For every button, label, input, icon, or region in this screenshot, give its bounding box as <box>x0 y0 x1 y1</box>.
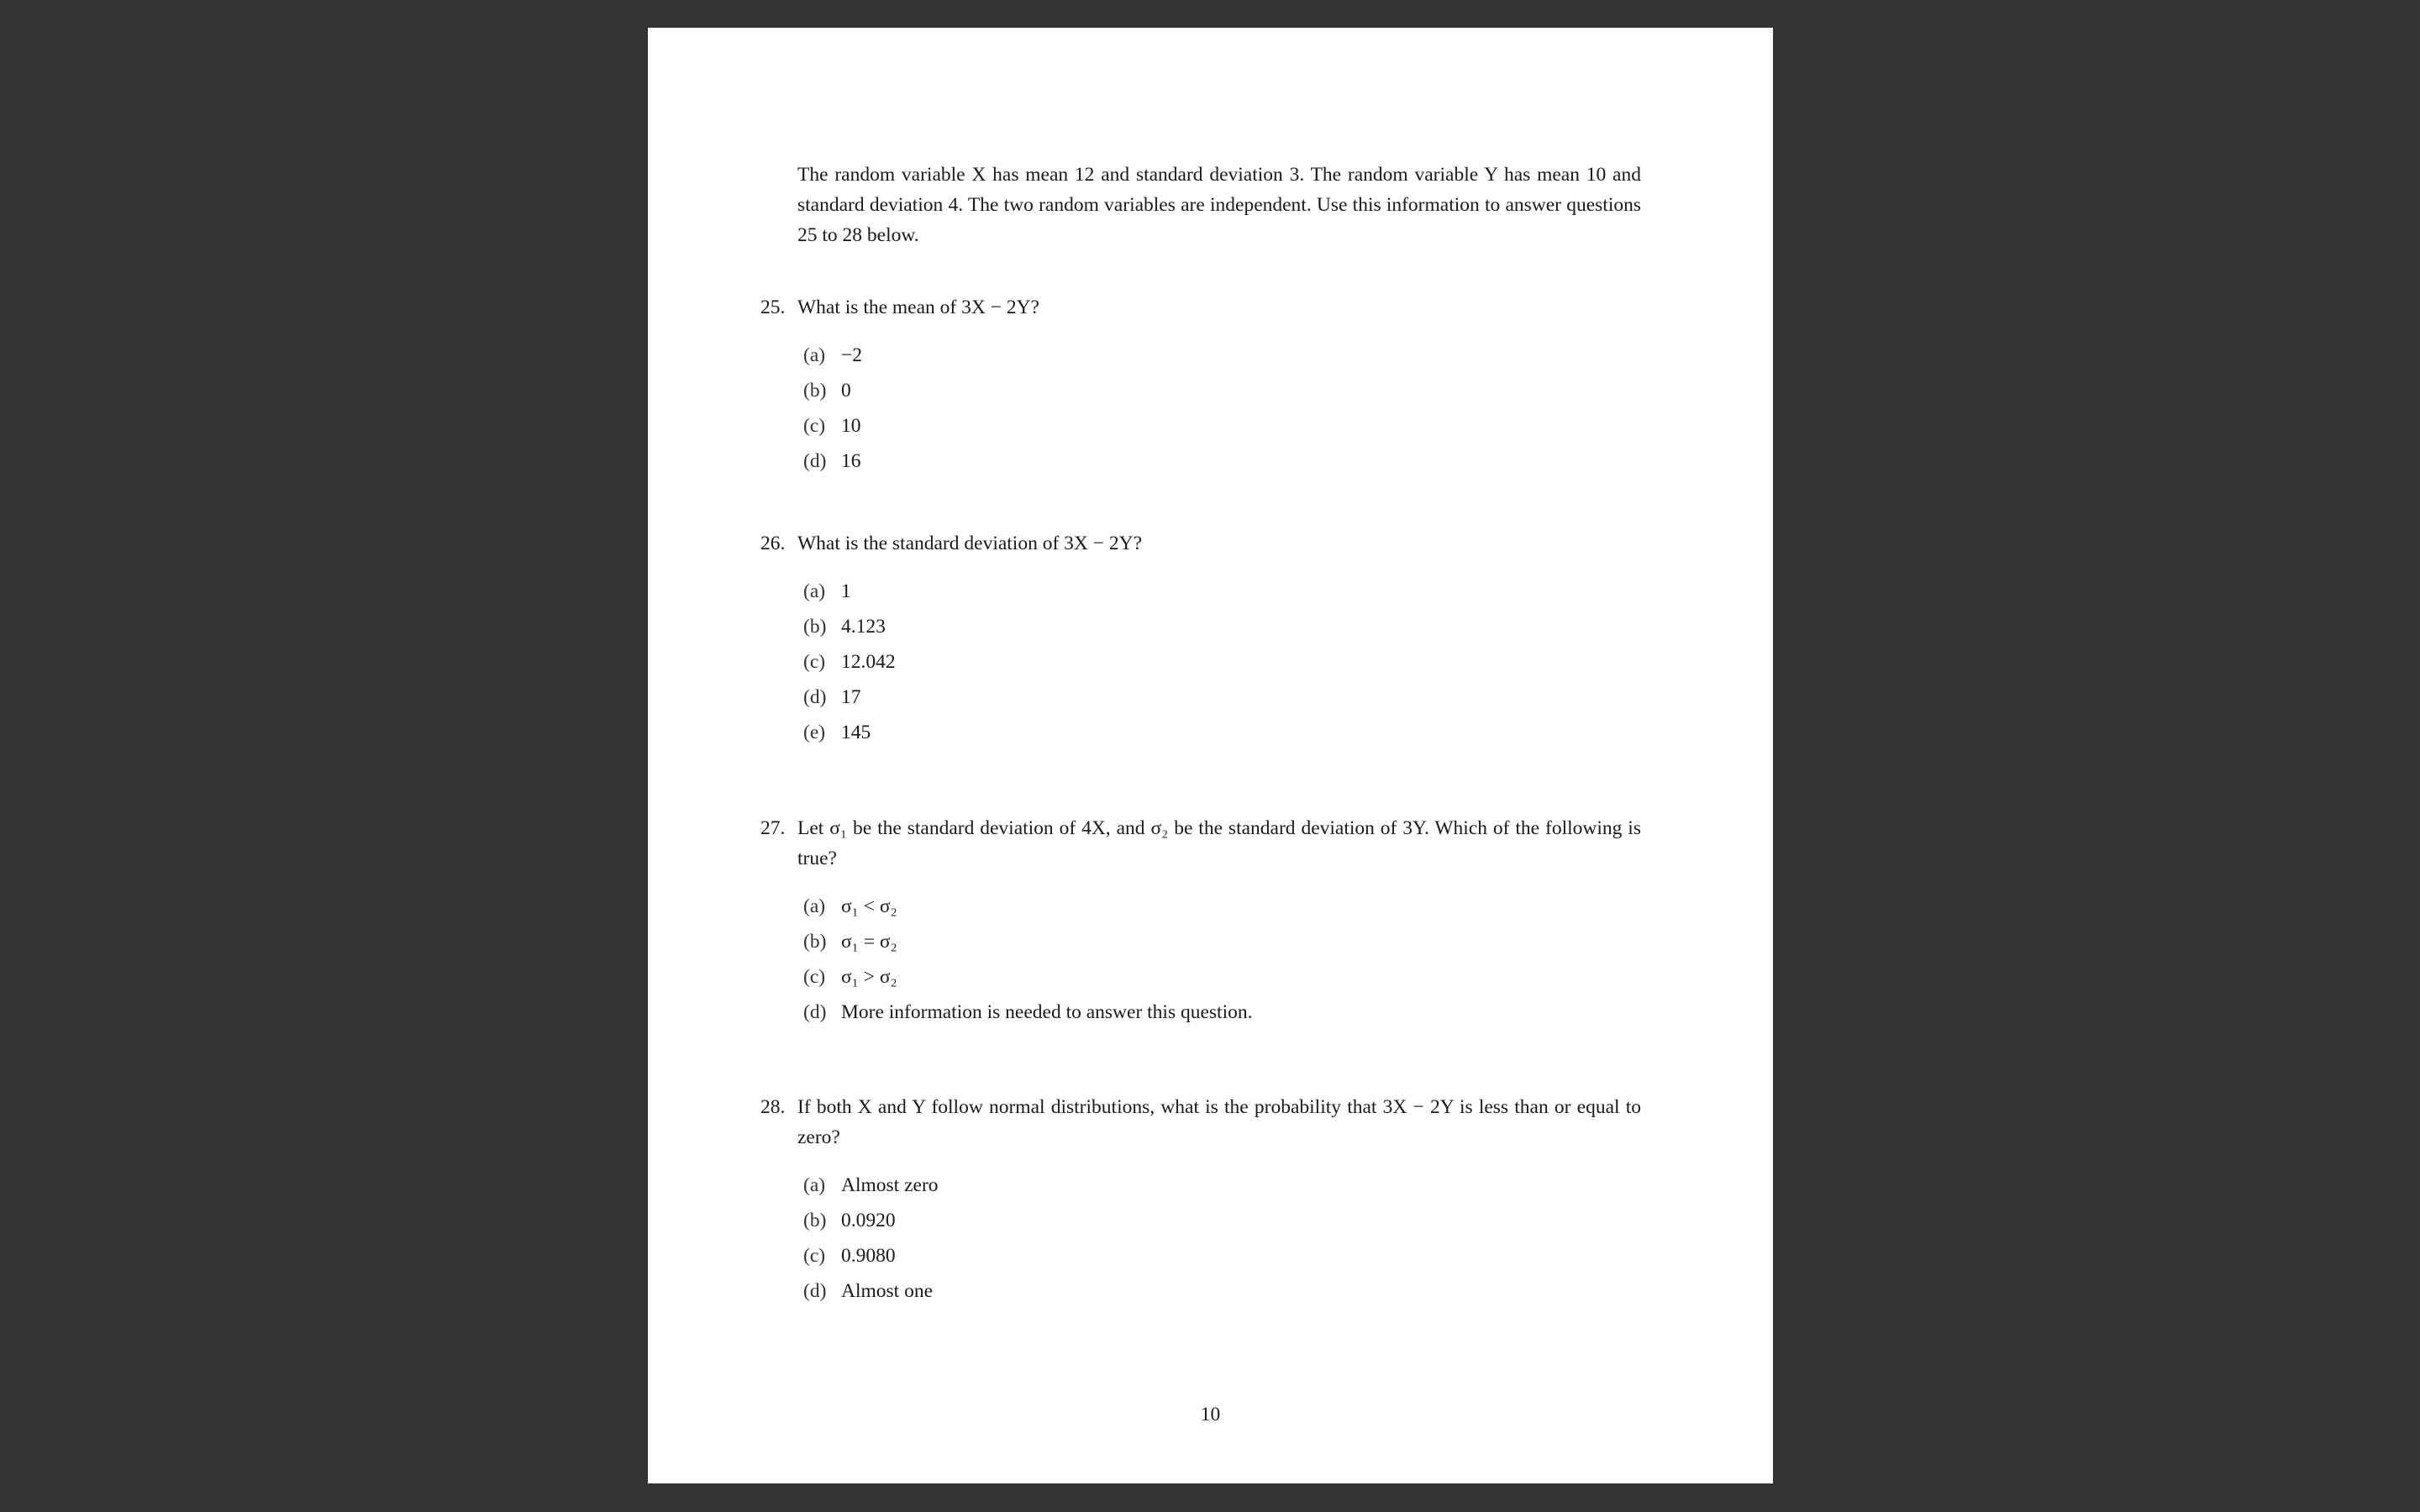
option-letter: (b) <box>803 380 827 402</box>
option-text: 12.042 <box>841 651 896 673</box>
option-text: 10 <box>841 415 861 437</box>
option-text: σ₁ < σ₂ <box>841 895 897 917</box>
option-text: More information is needed to answer this question. <box>841 1001 1253 1023</box>
document-page <box>648 28 1773 1483</box>
option-item <box>803 644 1641 680</box>
option-item <box>803 889 1641 924</box>
option-letter: (d) <box>803 450 827 472</box>
option-letter: (c) <box>803 415 826 437</box>
option-item <box>803 408 1641 444</box>
option-letter: (e) <box>803 722 826 743</box>
option-text: 17 <box>841 686 861 708</box>
option-item <box>803 1168 1641 1203</box>
question-text: If both X and Y follow normal distributions, what is the probability that 3X − 2Y is less than or equal to zero? <box>797 1096 1641 1148</box>
option-item <box>803 1273 1641 1309</box>
option-item <box>803 609 1641 644</box>
option-text: Almost one <box>841 1280 934 1302</box>
option-text: 4.123 <box>841 616 886 638</box>
option-item <box>803 715 1641 750</box>
option-letter: (a) <box>803 895 826 917</box>
question-number: 26. <box>760 533 786 554</box>
option-letter: (c) <box>803 966 826 988</box>
option-text: 0.9080 <box>841 1245 896 1267</box>
option-letter: (c) <box>803 651 826 673</box>
option-item <box>803 444 1641 479</box>
option-list <box>803 889 1641 1030</box>
option-list <box>803 574 1641 750</box>
question-25 <box>760 292 1641 499</box>
option-letter: (c) <box>803 1245 826 1267</box>
option-letter: (b) <box>803 1210 827 1231</box>
intro-paragraph: The random variable X has mean 12 and standard deviation 3. The random variable Y has mean 10 and standard deviation 4. The two random variables are independent. Use this information to answer questions 25 to 28 below. <box>797 164 1641 246</box>
option-item <box>803 680 1641 715</box>
option-item <box>803 574 1641 609</box>
option-item <box>803 1203 1641 1238</box>
option-text: 0 <box>841 380 851 402</box>
option-list <box>803 338 1641 479</box>
question-27 <box>760 813 1641 1050</box>
question-text: Let σ₁ be the standard deviation of 4X, and σ₂ be the standard deviation of 3Y. Which of the following is true? <box>797 817 1641 869</box>
option-item <box>803 959 1641 995</box>
page-number: 10 <box>1200 1404 1221 1425</box>
option-letter: (b) <box>803 616 827 638</box>
option-letter: (a) <box>803 1174 826 1196</box>
option-text: 16 <box>841 450 861 472</box>
question-text: What is the standard deviation of 3X − 2Y? <box>797 533 1143 554</box>
option-text: Almost zero <box>841 1174 939 1196</box>
question-number: 25. <box>760 297 786 318</box>
option-letter: (d) <box>803 1001 827 1023</box>
option-text: σ₁ = σ₂ <box>841 931 897 953</box>
option-text: 145 <box>841 722 871 743</box>
question-number: 27. <box>760 817 786 839</box>
option-letter: (d) <box>803 686 827 708</box>
option-text: 0.0920 <box>841 1210 896 1231</box>
option-text: 1 <box>841 580 851 602</box>
option-letter: (a) <box>803 580 826 602</box>
question-28 <box>760 1092 1641 1329</box>
question-26 <box>760 528 1641 770</box>
option-text: −2 <box>841 344 863 366</box>
option-item <box>803 995 1641 1030</box>
option-item <box>803 373 1641 408</box>
option-item <box>803 924 1641 959</box>
option-text: σ₁ > σ₂ <box>841 966 897 988</box>
option-item <box>803 1238 1641 1273</box>
question-text: What is the mean of 3X − 2Y? <box>797 297 1039 318</box>
question-number: 28. <box>760 1096 786 1118</box>
option-letter: (a) <box>803 344 826 366</box>
option-list <box>803 1168 1641 1309</box>
option-letter: (d) <box>803 1280 827 1302</box>
option-letter: (b) <box>803 931 827 953</box>
option-item <box>803 338 1641 373</box>
